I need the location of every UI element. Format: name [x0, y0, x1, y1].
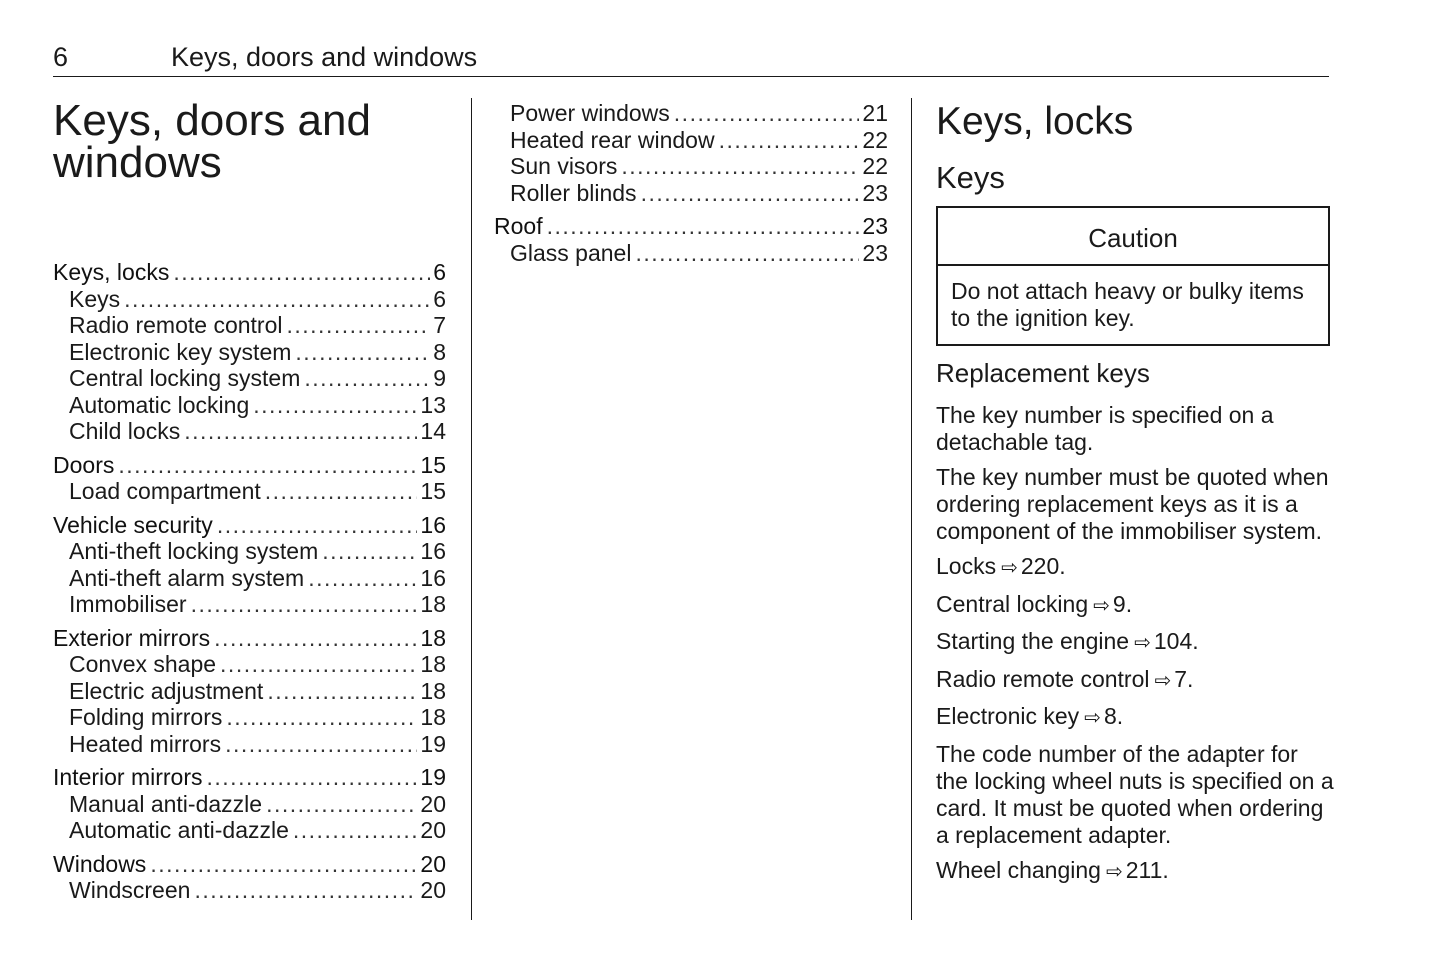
toc-middle-column	[494, 100, 888, 266]
toc-leader-dots	[194, 877, 417, 904]
toc-entry[interactable]	[53, 791, 446, 818]
toc-entry-label: Vehicle security	[53, 511, 213, 538]
reference-link[interactable]	[936, 553, 1336, 582]
page-number: 6	[53, 42, 69, 72]
toc-entry-label: Roof	[494, 213, 543, 239]
toc-entry-page: 15	[420, 478, 446, 504]
toc-entry[interactable]	[53, 877, 446, 904]
toc-entry[interactable]	[53, 678, 446, 705]
outlined-right-arrow-icon: ⇨	[1001, 557, 1018, 579]
toc-entry[interactable]	[53, 731, 446, 758]
toc-entry-page: 22	[862, 153, 888, 179]
toc-leader-dots	[267, 678, 417, 705]
toc-entry-label: Folding mirrors	[69, 704, 223, 730]
toc-entry-page: 21	[862, 100, 888, 126]
toc-entry-page: 23	[862, 213, 888, 239]
toc-entry-page: 23	[862, 239, 888, 266]
toc-entry[interactable]	[53, 452, 446, 479]
toc-entry[interactable]	[53, 764, 446, 791]
reference-link[interactable]	[936, 628, 1336, 657]
toc-entry-page: 18	[420, 704, 446, 730]
body-text	[936, 402, 1336, 894]
toc-entry-page: 6	[433, 285, 446, 312]
toc-entry[interactable]	[494, 153, 888, 180]
toc-entry[interactable]	[53, 565, 446, 592]
toc-leader-dots	[184, 418, 417, 445]
toc-entry-page: 22	[862, 126, 888, 153]
toc-entry[interactable]	[494, 240, 888, 267]
reference-page: 8.	[1103, 703, 1124, 729]
toc-entry-page: 20	[420, 817, 446, 843]
toc-entry-page: 16	[420, 564, 446, 591]
toc-leader-dots	[287, 312, 431, 339]
toc-entry-label: Doors	[53, 451, 115, 478]
toc-entry[interactable]	[494, 100, 888, 127]
toc-entry-label: Electronic key system	[69, 338, 292, 365]
toc-leader-dots	[220, 651, 417, 678]
reference-page: 211.	[1125, 856, 1169, 883]
toc-entry[interactable]	[53, 478, 446, 505]
toc-leader-dots	[225, 731, 417, 758]
replacement-keys-heading: Replacement keys	[936, 358, 1150, 388]
outlined-right-arrow-icon: ⇨	[1134, 632, 1151, 654]
toc-leader-dots	[191, 591, 418, 618]
toc-entry-page: 18	[420, 591, 446, 617]
toc-entry[interactable]	[53, 851, 446, 878]
toc-entry-page: 20	[420, 877, 446, 903]
subsection-title: Keys	[936, 160, 1005, 195]
toc-entry-label: Heated rear window	[510, 126, 715, 153]
toc-leader-dots	[295, 339, 430, 366]
reference-label: Electronic key	[936, 703, 1080, 729]
toc-entry[interactable]	[53, 625, 446, 652]
chapter-title: Keys, doors and windows	[53, 96, 371, 187]
toc-entry-label: Anti-theft alarm system	[69, 564, 305, 591]
toc-entry-page: 23	[862, 179, 888, 206]
toc-entry-label: Heated mirrors	[69, 730, 222, 757]
toc-entry-page: 18	[420, 624, 446, 651]
reference-link[interactable]	[936, 591, 1336, 620]
toc-leader-dots	[173, 259, 430, 286]
toc-entry-page: 20	[420, 850, 446, 877]
toc-leader-dots	[207, 764, 418, 791]
reference-label: Radio remote control	[936, 665, 1150, 692]
toc-entry[interactable]	[494, 213, 888, 240]
toc-entry-page: 14	[420, 418, 446, 444]
caution-heading: Caution	[938, 208, 1328, 266]
column-divider-left	[471, 98, 472, 920]
toc-entry[interactable]	[494, 180, 888, 207]
toc-entry[interactable]	[53, 312, 446, 339]
toc-leader-dots	[322, 538, 417, 565]
toc-entry[interactable]	[53, 339, 446, 366]
section-title: Keys, locks	[936, 100, 1134, 143]
toc-entry-page: 15	[420, 451, 446, 478]
reference-page: 9.	[1112, 590, 1133, 617]
toc-entry-page: 18	[420, 651, 446, 677]
toc-entry[interactable]	[53, 418, 446, 445]
toc-entry-label: Load compartment	[69, 478, 261, 504]
toc-entry-page: 16	[420, 538, 446, 564]
reference-page: 7.	[1174, 665, 1194, 692]
toc-entry-page: 20	[420, 790, 446, 817]
reference-list	[936, 553, 1336, 732]
toc-leader-dots	[641, 180, 860, 207]
toc-leader-dots	[674, 100, 860, 127]
toc-leader-dots	[547, 213, 860, 240]
toc-entry[interactable]	[53, 286, 446, 313]
toc-entry-label: Immobiliser	[69, 591, 187, 617]
toc-entry-label: Convex shape	[69, 651, 217, 677]
toc-entry-label: Manual anti-dazzle	[69, 790, 263, 817]
reference-page: 104.	[1153, 628, 1199, 654]
toc-entry-label: Power windows	[510, 100, 670, 126]
toc-leader-dots	[118, 452, 417, 479]
paragraph-adapter-code: The code number of the adapter for the locking wheel nuts is specified on a card. It must be quoted when ordering a replacement adapter.	[936, 740, 1334, 848]
toc-leader-dots	[719, 127, 860, 154]
toc-entry-label: Child locks	[69, 418, 181, 444]
toc-entry[interactable]	[53, 704, 446, 731]
toc-entry-label: Automatic anti-dazzle	[69, 817, 289, 843]
toc-leader-dots	[124, 286, 430, 313]
toc-entry-page: 18	[420, 677, 446, 704]
toc-leader-dots	[621, 153, 859, 180]
toc-leader-dots	[266, 791, 417, 818]
outlined-right-arrow-icon: ⇨	[1154, 669, 1172, 692]
toc-entry[interactable]	[53, 591, 446, 618]
toc-entry-page: 19	[420, 764, 446, 790]
toc-leader-dots	[308, 565, 417, 592]
toc-entry-label: Windows	[53, 850, 147, 877]
toc-leader-dots	[150, 851, 417, 878]
toc-entry-page: 13	[420, 391, 446, 418]
caution-box	[936, 206, 1330, 346]
toc-entry[interactable]	[494, 127, 888, 154]
toc-entry-page: 7	[433, 312, 446, 338]
toc-entry-label: Central locking system	[69, 365, 301, 391]
outlined-right-arrow-icon: ⇨	[1084, 707, 1101, 729]
toc-leader-dots	[214, 625, 417, 652]
caution-text: Do not attach heavy or bulky items to the ignition key.	[951, 278, 1304, 331]
toc-leader-dots	[635, 240, 859, 267]
header-title: Keys, doors and windows	[171, 42, 478, 72]
toc-entry-label: Glass panel	[510, 239, 632, 266]
reference-label: Wheel changing	[936, 856, 1101, 883]
toc-entry-label: Anti-theft locking system	[69, 538, 319, 564]
toc-entry[interactable]	[53, 817, 446, 844]
toc-leader-dots	[265, 478, 418, 505]
toc-leader-dots	[217, 512, 418, 539]
toc-leader-dots	[304, 365, 430, 392]
toc-entry[interactable]	[53, 512, 446, 539]
toc-entry-page: 6	[433, 259, 446, 285]
toc-entry-page: 8	[433, 338, 446, 365]
toc-entry-label: Sun visors	[510, 153, 618, 179]
toc-entry-label: Automatic locking	[69, 391, 250, 418]
column-divider-right	[911, 98, 912, 920]
toc-entry-page: 19	[420, 730, 446, 757]
reference-link[interactable]	[936, 666, 1336, 695]
outlined-right-arrow-icon: ⇨	[1105, 860, 1123, 883]
toc-entry-page: 9	[433, 365, 446, 391]
toc-entry[interactable]	[53, 538, 446, 565]
toc-entry-label: Roller blinds	[510, 179, 637, 206]
reference-label: Central locking	[936, 590, 1089, 617]
toc-leader-dots	[226, 704, 417, 731]
toc-entry[interactable]	[53, 651, 446, 678]
toc-entry[interactable]	[53, 259, 446, 286]
reference-wheel-changing[interactable]	[936, 857, 1336, 886]
toc-leader-dots	[293, 817, 418, 844]
reference-link[interactable]	[936, 703, 1336, 732]
toc-entry-label: Interior mirrors	[53, 764, 203, 790]
toc-left-column	[53, 259, 446, 904]
toc-entry[interactable]	[53, 392, 446, 419]
page-header	[53, 40, 1329, 77]
reference-page: 220.	[1020, 553, 1066, 579]
toc-entry-page: 16	[420, 511, 446, 538]
outlined-right-arrow-icon: ⇨	[1093, 594, 1110, 617]
toc-entry-label: Radio remote control	[69, 312, 283, 338]
toc-entry[interactable]	[53, 365, 446, 392]
toc-entry-label: Keys, locks	[53, 259, 170, 285]
toc-entry-label: Windscreen	[69, 877, 191, 903]
paragraph-quote-key-number: The key number must be quoted when ordering replacement keys as it is a component of the immobiliser system.	[936, 464, 1329, 544]
toc-entry-label: Keys	[69, 285, 121, 312]
toc-entry-label: Electric adjustment	[69, 677, 264, 704]
reference-label: Locks	[936, 553, 997, 579]
toc-entry-label: Exterior mirrors	[53, 624, 211, 651]
paragraph-key-number: The key number is specified on a detachable tag.	[936, 402, 1274, 455]
toc-leader-dots	[253, 392, 417, 419]
reference-label: Starting the engine	[936, 628, 1130, 654]
